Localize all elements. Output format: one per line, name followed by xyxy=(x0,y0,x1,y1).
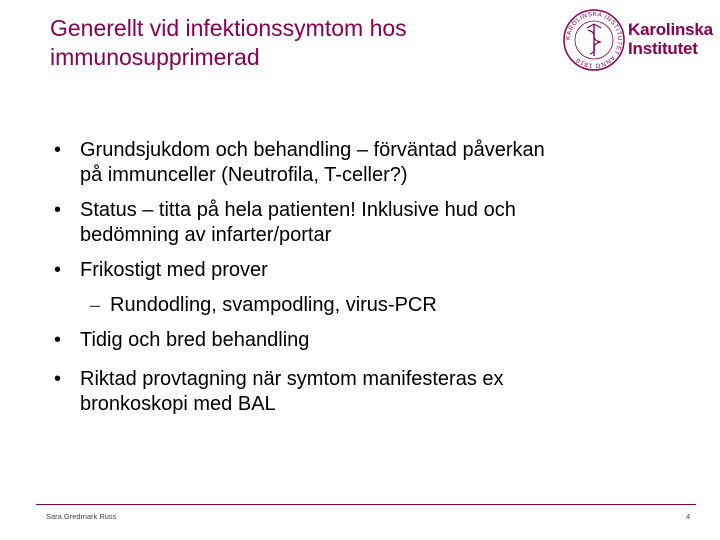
bullet-marker: • xyxy=(54,329,62,351)
bullet-marker: • xyxy=(54,259,62,281)
sub-bullet-text: Rundodling, svampodling, virus-PCR xyxy=(110,294,437,316)
sub-bullet-item xyxy=(54,293,674,318)
slide-title xyxy=(50,14,550,72)
bullet-item xyxy=(54,198,674,248)
karolinska-seal-icon xyxy=(562,8,626,72)
bullet-list xyxy=(54,138,674,417)
page-number: 4 xyxy=(686,512,691,521)
bullet-item xyxy=(54,258,674,283)
logo-wordmark xyxy=(628,20,713,58)
bullet-text-line-1: Riktad provtagning när symtom manifesteras ex xyxy=(80,368,504,390)
sub-bullet-marker: – xyxy=(90,295,101,315)
bullet-text-line-2: bedömning av infarter/portar xyxy=(80,224,332,246)
bullet-text-line-2: på immunceller (Neutrofila, T-celler?) xyxy=(80,164,408,186)
bullet-item xyxy=(54,138,674,188)
svg-text:KAROLINSKA INSTITUTET ANNO 181: KAROLINSKA INSTITUTET ANNO 1810 xyxy=(564,10,624,70)
logo-name-line-1: Karolinska xyxy=(628,20,713,39)
logo-name-line-2: Institutet xyxy=(628,39,698,58)
bullet-item xyxy=(54,328,674,353)
bullet-text-line-1: Tidig och bred behandling xyxy=(80,329,310,351)
karolinska-institutet-logo xyxy=(562,8,712,74)
bullet-marker: • xyxy=(54,199,62,221)
bullet-marker: • xyxy=(54,139,62,161)
bullet-text-line-1: Status – titta på hela patienten! Inklusive hud och xyxy=(80,199,516,221)
footer-divider xyxy=(36,504,696,505)
bullet-text-line-2: bronkoskopi med BAL xyxy=(80,393,276,415)
bullet-item xyxy=(54,367,674,417)
slide-title-line-2: immunosupprimerad xyxy=(50,44,260,70)
slide-title-line-1: Generellt vid infektionssymtom hos xyxy=(50,15,407,41)
footer-author: Sara Gredmark Russ xyxy=(46,512,117,521)
bullet-marker: • xyxy=(54,368,62,390)
bullet-text-line-1: Frikostigt med prover xyxy=(80,259,268,281)
bullet-text-line-1: Grundsjukdom och behandling – förväntad påverkan xyxy=(80,139,545,161)
